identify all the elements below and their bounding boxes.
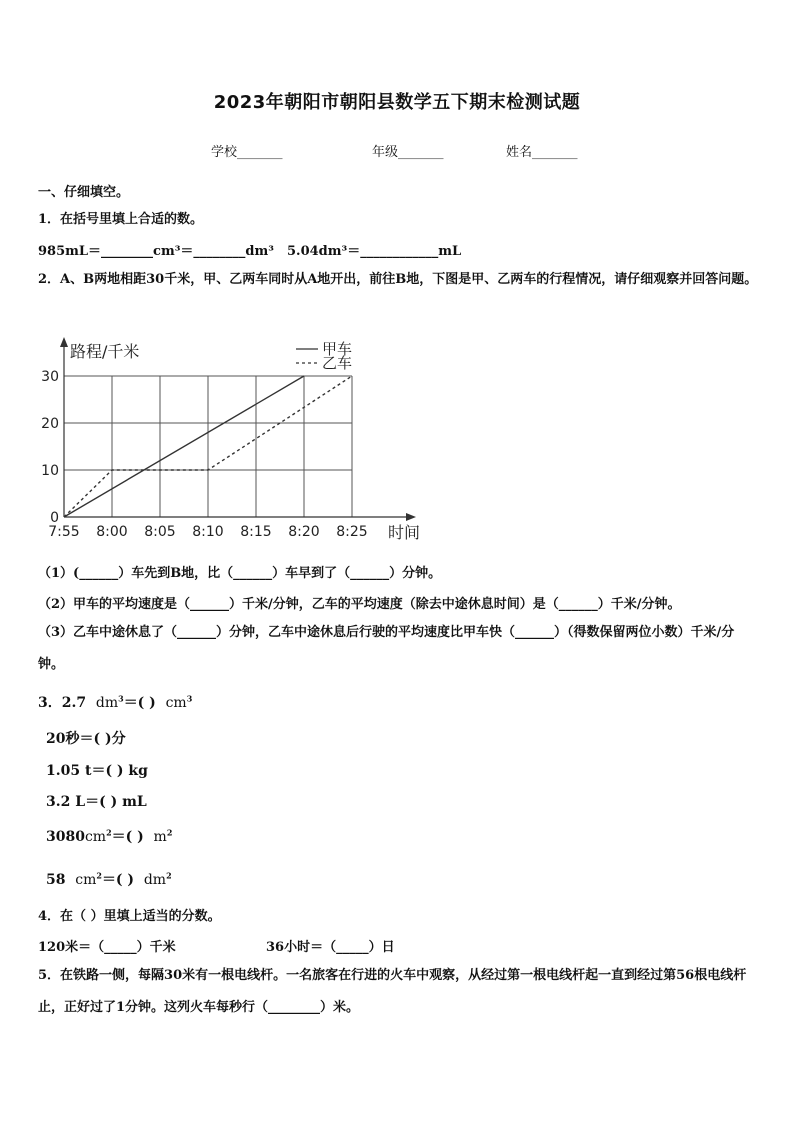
question-1-part-a: 985mL＝________cm³＝________dm³ <box>38 244 274 259</box>
section-heading: 一、仔细填空。 <box>38 185 130 200</box>
question-4-part-a: 120米＝（_____）千米 <box>38 940 176 955</box>
question-2-sub-1: （1）(______）车先到B地，比（______）车早到了（______）分钟。 <box>38 566 442 581</box>
legend-label: 乙车 <box>322 354 353 372</box>
question-3-line-2: 20秒＝( )分 <box>46 731 126 747</box>
question-2-sub-3: （3）乙车中途休息了（______）分钟，乙车中途休息后行驶的平均速度比甲车快（______）（得数保留两位小数）千米/分钟。 <box>38 625 735 672</box>
question-3-line-3: 1.05 t＝( ) kg <box>46 763 148 779</box>
x-tick-label: 8:05 <box>144 524 176 540</box>
question-4-part-b: 36小时＝（_____）日 <box>266 940 395 955</box>
travel-chart <box>40 335 430 545</box>
school-field: 学校_______ <box>211 145 283 160</box>
question-3-line-6: 58 $cm^2=$( ) $dm^2$ <box>46 870 172 888</box>
x-tick-label: 8:20 <box>288 524 320 540</box>
x-tick-label: 8:10 <box>192 524 224 540</box>
chart-grid <box>60 337 416 521</box>
y-tick-label: 20 <box>41 416 59 432</box>
question-1-stem: 1．在括号里填上合适的数。 <box>38 212 204 227</box>
chart-labels <box>41 340 420 542</box>
question-3-line-4: 3.2 L＝( ) mL <box>46 794 147 810</box>
page-title: 2023年朝阳市朝阳县数学五下期末检测试题 <box>213 92 581 113</box>
question-3-line-5: $3080cm^2=$( ) $m^2$ <box>46 827 173 845</box>
legend-label: 甲车 <box>322 340 353 358</box>
y-tick-label: 0 <box>50 510 59 526</box>
question-3-stem: 3．2.7 <box>38 695 87 711</box>
grade-field: 年级_______ <box>372 145 444 160</box>
series-line-1 <box>64 376 304 517</box>
x-tick-label: 8:00 <box>96 524 128 540</box>
x-axis-label: 时间 <box>388 523 421 542</box>
y-tick-label: 30 <box>41 369 59 385</box>
y-axis-label: 路程/千米 <box>70 342 140 361</box>
x-tick-label: 8:25 <box>336 524 368 540</box>
question-4-stem: 4．在（ ）里填上适当的分数。 <box>38 909 221 924</box>
question-1-part-b: 5.04dm³＝____________mL <box>287 244 462 259</box>
x-axis-arrow <box>406 513 416 521</box>
x-tick-label: 8:15 <box>240 524 272 540</box>
name-field: 姓名_______ <box>506 145 578 160</box>
question-2-sub-2: （2）甲车的平均速度是（______）千米/分钟，乙车的平均速度（除去中途休息时间）是（______）千米/分钟。 <box>38 597 681 612</box>
x-tick-label: 7:55 <box>48 524 80 540</box>
question-2-stem: 2．A、B两地相距30千米，甲、乙两车同时从A地开出，前往B地，下图是甲、乙两车的行程情况，请仔细观察并回答问题。 <box>38 272 758 287</box>
y-tick-label: 10 <box>41 463 59 479</box>
y-axis-arrow <box>60 337 68 347</box>
question-5: 5．在铁路一侧，每隔30米有一根电线杆。一名旅客在行进的火车中观察，从经过第一根电线杆起一直到经过第56根电线杆止，正好过了1分钟。这列火车每秒行（________）米。 <box>38 968 747 1015</box>
question-3-line-1: 3．2.7 $dm^3=$( ) $cm^3$ <box>38 693 193 711</box>
